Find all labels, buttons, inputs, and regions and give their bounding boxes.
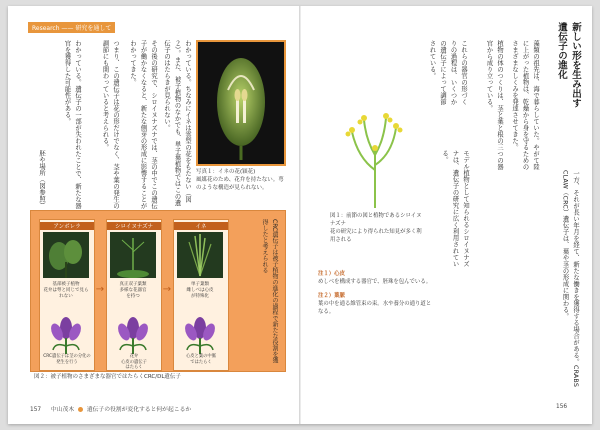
right-column-4: モデル植物として知られるシロイヌナズナは、遺伝子の研究に広く利用されている。 (441, 150, 469, 267)
right-column-2: 植物の体のつくりは、茎と葉と根の三つの器官から成り立っている。 (485, 40, 503, 170)
fig2-panel-title: イネ (174, 222, 228, 230)
left-column-2: その後の研究で、シロイヌナズナでは、茎の中でこの遺伝子が働かなくなると、新たな側芽の形成に影響することがわかってきた。 (129, 40, 157, 209)
left-column-5: 胚や場所（図参照） (38, 150, 45, 209)
fig2-panel-text: 単子葉類 雌しべは心皮 が特殊化 (186, 282, 214, 299)
fig2-panel-arabidopsis (106, 219, 162, 371)
fig2-panel-note: CRC遺伝子は茎の分化の発生を行う (43, 354, 91, 365)
folio-dot-icon (78, 407, 83, 412)
note-1-text: めしべを構成する器官で、胚珠を包んでいる。 (318, 279, 432, 285)
fig2-panel-title: シロイヌナズナ (107, 222, 161, 230)
left-column-3: つまり、この遺伝子は花の形だけでなく、茎や葉の発生の調節にも関わっていると考えられる。 (101, 40, 119, 209)
fig2-panel-amborella (39, 219, 95, 371)
left-page-number: 157 (30, 407, 42, 413)
fig2-arrow-2: → (162, 284, 172, 295)
rice-flower-icon (198, 42, 284, 164)
fig2-panel-note: 心皮と葉の中脈 ではたらく (185, 354, 217, 365)
rice-plant-icon (177, 232, 223, 278)
left-folio (30, 404, 191, 413)
note-2-title: 注２）葉脈 (318, 293, 345, 299)
left-column-4: わかっている。遺伝子の一部が失われたことで、新たな器官を獲得した可能性がある。 (63, 40, 81, 209)
right-column-3: これらの器官の形づくりの過程は、いくつかの遺伝子によって調節されている。 (428, 40, 467, 105)
gutter (299, 6, 301, 424)
amborella-plant-icon (43, 232, 89, 278)
section-title: 新しい形を生み出す 遺伝子の進化 (556, 22, 581, 108)
fig2-side-note: CRC遺伝子は被子植物の進化の過程で新たな役割を獲得したと考えられる (261, 219, 278, 364)
fig2-arrow-1: → (95, 284, 105, 295)
fig2-panel-rice (173, 219, 229, 371)
flower-diagram-icon (116, 314, 150, 354)
fig2-panel-text: 真正双子葉類 多様な花器官 を持つ (119, 282, 147, 299)
fig2-panel-text: 基部被子植物 花弁は萼と同じで見られない (43, 282, 89, 299)
fig1-caption: 図１：前節の図と植物であるシロイヌナズナ 花の研究により得られた知見が多く利用される (330, 213, 422, 243)
fig2-panel-title: アンボレラ (40, 222, 94, 230)
flower-diagram-icon (183, 314, 217, 354)
right-column-1: 藻類の祖先は、海で暮らしていた。やがて陸に上がった植物は、乾燥から身を守るためのさまざまなしくみを発達させてきた。 (511, 40, 539, 170)
figure-2 (30, 210, 286, 372)
right-column-5: 一方、それが長い年月を経て、新たな働きを獲得する場合がある。CRABS CLAW（CRC）遺伝子は、葉や茎の形成に関わる。 (561, 170, 579, 388)
arabidopsis-plant-icon (110, 232, 156, 278)
fig2-caption: 図２：被子植物のさまざまな器官ではたらくCRC/DL遺伝子 (34, 374, 181, 380)
left-column-1: わかっている。ちなみにイネは雲型の花をもたない（図２）。また、被子植物のなかでも、単子葉植物ではこの遺伝子のはたらきが見られない。 (163, 40, 191, 206)
photo-caption: 写真１：イネの花(穎花) 風媒花のため、花弁を持たない。萼のような構造が見られない。 (196, 169, 284, 191)
arabidopsis-flower-icon (336, 110, 414, 210)
note-2-text: 葉の中を通る維管束の束。水や養分の通り道となる。 (318, 301, 432, 315)
right-page-number: 156 (556, 404, 568, 410)
rice-flower-photo (196, 40, 286, 166)
note-1-title: 注１）心皮 (318, 271, 345, 277)
flower-diagram-icon (49, 314, 83, 354)
header-tag: Research —— 研究を通して (28, 22, 115, 33)
left-folio-title: 遺伝子の役割が変化すると何が起こるか (86, 407, 192, 413)
notes (318, 270, 434, 316)
left-folio-author: 中山茂木 (50, 407, 75, 413)
fig2-panel-note: 花弁 心皮の遺伝子 はたらく (121, 354, 147, 370)
